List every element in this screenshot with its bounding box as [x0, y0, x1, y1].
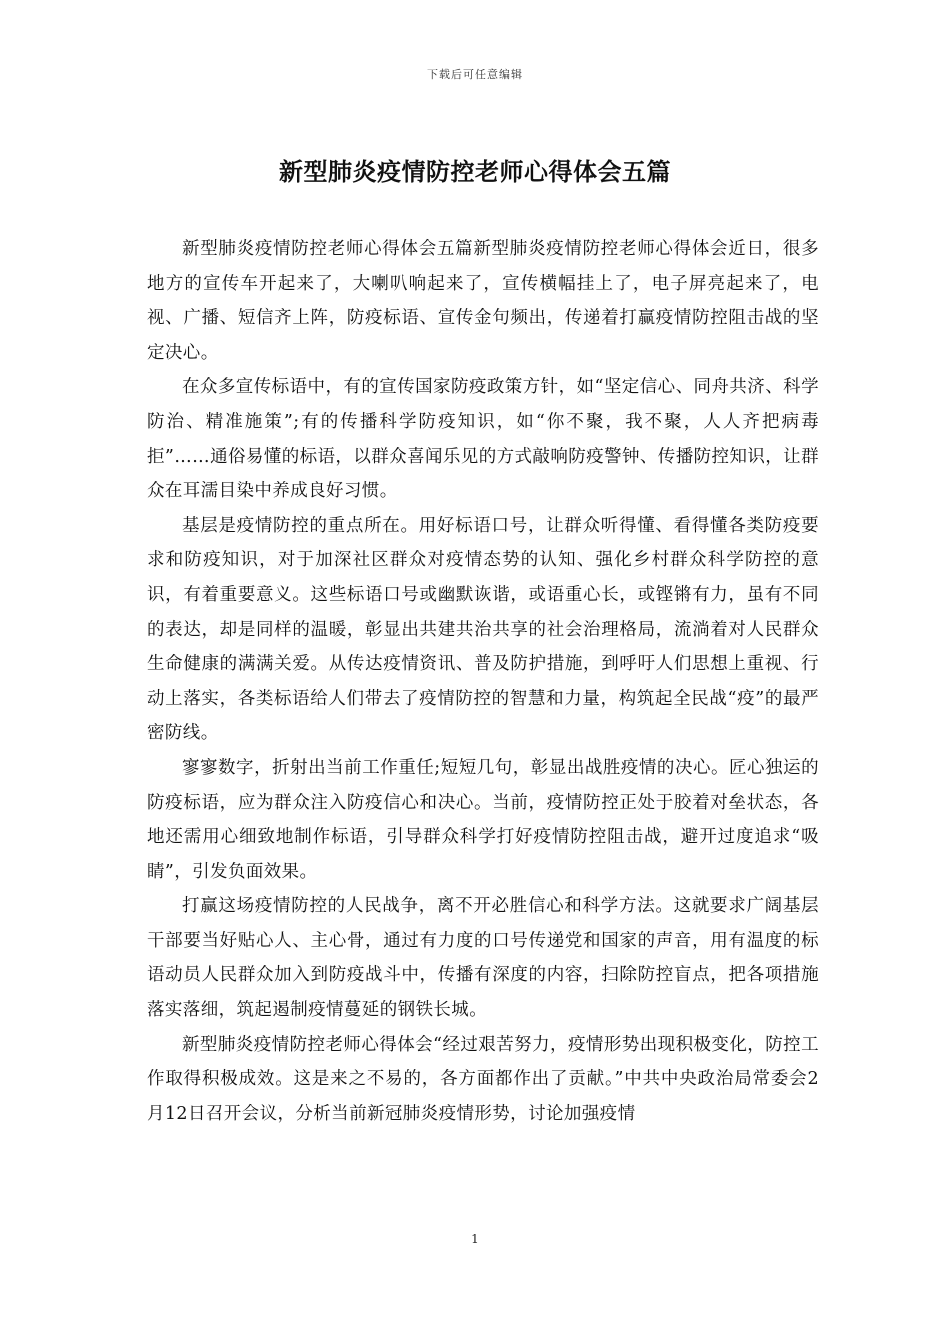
page-title: 新型肺炎疫情防控老师心得体会五篇 — [279, 157, 671, 186]
document-body — [147, 232, 819, 1131]
paragraph-3: 基层是疫情防控的重点所在。用好标语口号，让群众听得懂、看得懂各类防疫要求和防疫知识，对于加深社区群众对疫情态势的认知、强化乡村群众科学防控的意识，有着重要意义。这些标语口号或幽默诙谐，或语重心长，或铿锵有力，虽有不同的表达，却是同样的温暖，彰显出共建共治共享的社会治理格局，流淌着对人民群众生命健康的满满关爱。从传达疫情资讯、普及防护措施，到呼吁人们思想上重视、行动上落实，各类标语给人们带去了疫情防控的智慧和力量，构筑起全民战“疫”的最严密防线。 — [147, 515, 819, 744]
page-number: 1 — [471, 1232, 479, 1246]
paragraph-6: 新型肺炎疫情防控老师心得体会“经过艰苦努力，疫情形势出现积极变化，防控工作取得积极成效。这是来之不易的，各方面都作出了贡献。”中共中央政治局常委会2月12日召开会议，分析当前新冠肺炎疫情形势，讨论加强疫情 — [147, 1034, 819, 1124]
paragraph-2: 在众多宣传标语中，有的宣传国家防疫政策方针，如“坚定信心、同舟共济、科学防治、精准施策”;有的传播科学防疫知识，如“你不聚，我不聚，人人齐把病毒拒”……通俗易懂的标语，以群众喜闻乐见的方式敲响防疫警钟、传播防控知识，让群众在耳濡目染中养成良好习惯。 — [147, 377, 819, 502]
paragraph-4: 寥寥数字，折射出当前工作重任;短短几句，彰显出战胜疫情的决心。匠心独运的防疫标语，应为群众注入防疫信心和决心。当前，疫情防控正处于胶着对垒状态，各地还需用心细致地制作标语，引导群众科学打好疫情防控阻击战，避开过度追求“吸睛”，引发负面效果。 — [147, 757, 819, 882]
page-header: 下载后可任意编辑 — [427, 68, 523, 81]
paragraph-1: 新型肺炎疫情防控老师心得体会五篇新型肺炎疫情防控老师心得体会近日，很多地方的宣传车开起来了，大喇叭响起来了，宣传横幅挂上了，电子屏亮起来了，电视、广播、短信齐上阵，防疫标语、宣传金句频出，传递着打赢疫情防控阻击战的坚定决心。 — [147, 239, 819, 363]
paragraph-5: 打赢这场疫情防控的人民战争，离不开必胜信心和科学方法。这就要求广阔基层干部要当好贴心人、主心骨，通过有力度的口号传递党和国家的声音，用有温度的标语动员人民群众加入到防疫战斗中，传播有深度的内容，扫除防控盲点，把各项措施落实落细，筑起遏制疫情蔓延的钢铁长城。 — [147, 896, 819, 1021]
